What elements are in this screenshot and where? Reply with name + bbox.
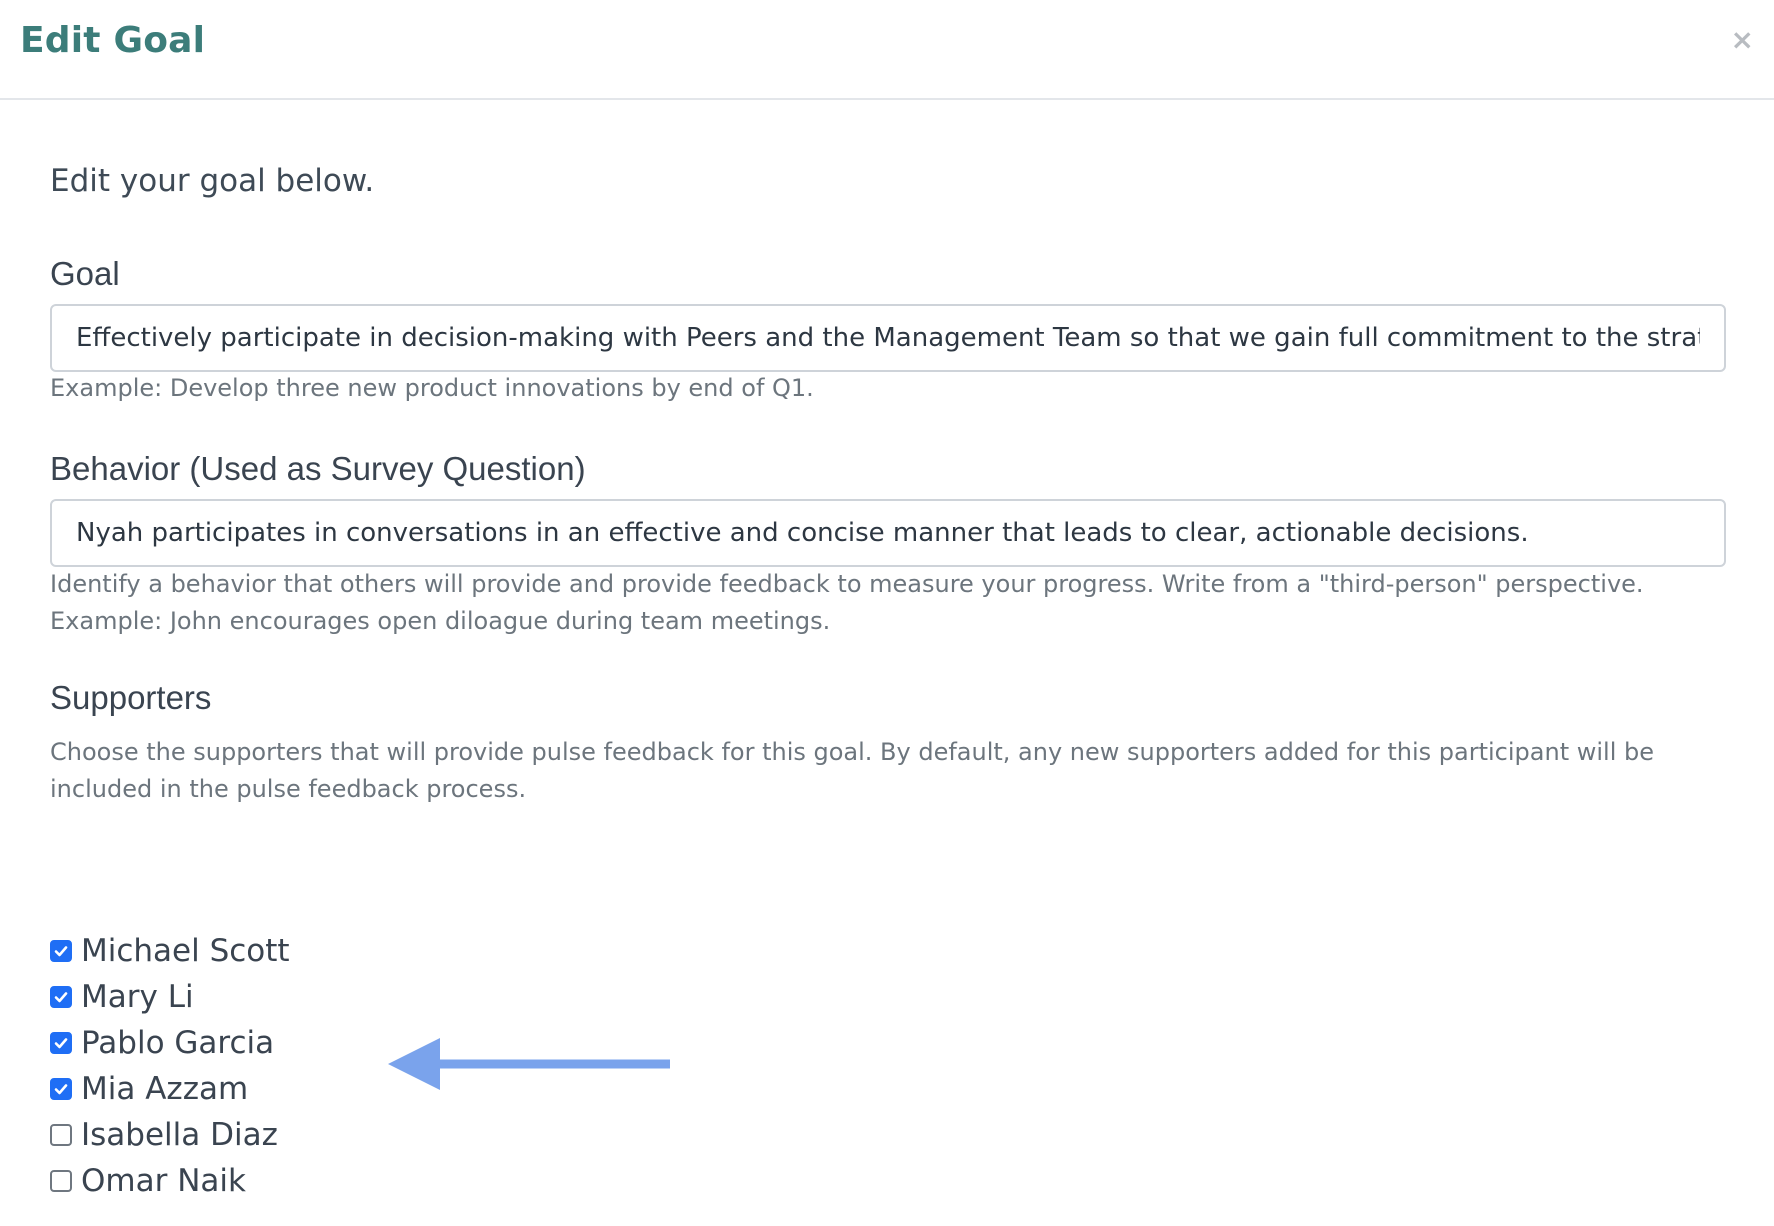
supporter-name: Michael Scott [81,933,290,969]
goal-input[interactable] [50,304,1726,372]
supporter-item[interactable] [50,1112,650,1158]
intro-text: Edit your goal below. [50,163,375,199]
check-icon [53,1035,69,1051]
check-icon [53,989,69,1005]
check-icon [53,1081,69,1097]
supporter-item[interactable] [50,928,650,974]
supporter-checkbox[interactable] [50,1124,72,1146]
behavior-label: Behavior (Used as Survey Question) [50,450,586,487]
supporters-label: Supporters [50,679,212,716]
supporter-name: Mia Azzam [81,1071,249,1107]
behavior-help-text: Identify a behavior that others will provide and provide feedback to measure your progress. Write from a "third-person" perspective. Example: John encourages open diloague during team meetings. [50,570,1644,635]
supporter-name: Omar Naik [81,1163,246,1199]
close-icon[interactable]: × [1730,23,1754,56]
modal-header [0,0,1774,100]
supporter-name: Isabella Diaz [81,1117,278,1153]
supporter-checkbox[interactable] [50,1032,72,1054]
supporters-help-text: Choose the supporters that will provide pulse feedback for this goal. By default, any new supporters added for this participant will be included in the pulse feedback process. [50,738,1654,803]
supporter-checkbox[interactable] [50,940,72,962]
supporter-checkbox[interactable] [50,1078,72,1100]
check-icon [53,943,69,959]
supporter-name: Mary Li [81,979,194,1015]
left-arrow-icon [388,1036,673,1092]
supporter-checkbox[interactable] [50,1170,72,1192]
supporter-checkbox[interactable] [50,986,72,1008]
supporter-item[interactable] [50,974,650,1020]
goal-help-text: Example: Develop three new product innovations by end of Q1. [50,374,814,402]
behavior-input[interactable] [50,499,1726,567]
supporter-name: Pablo Garcia [81,1025,275,1061]
supporter-item[interactable] [50,1158,650,1204]
modal-title: Edit Goal [20,20,206,61]
goal-label: Goal [50,255,120,292]
